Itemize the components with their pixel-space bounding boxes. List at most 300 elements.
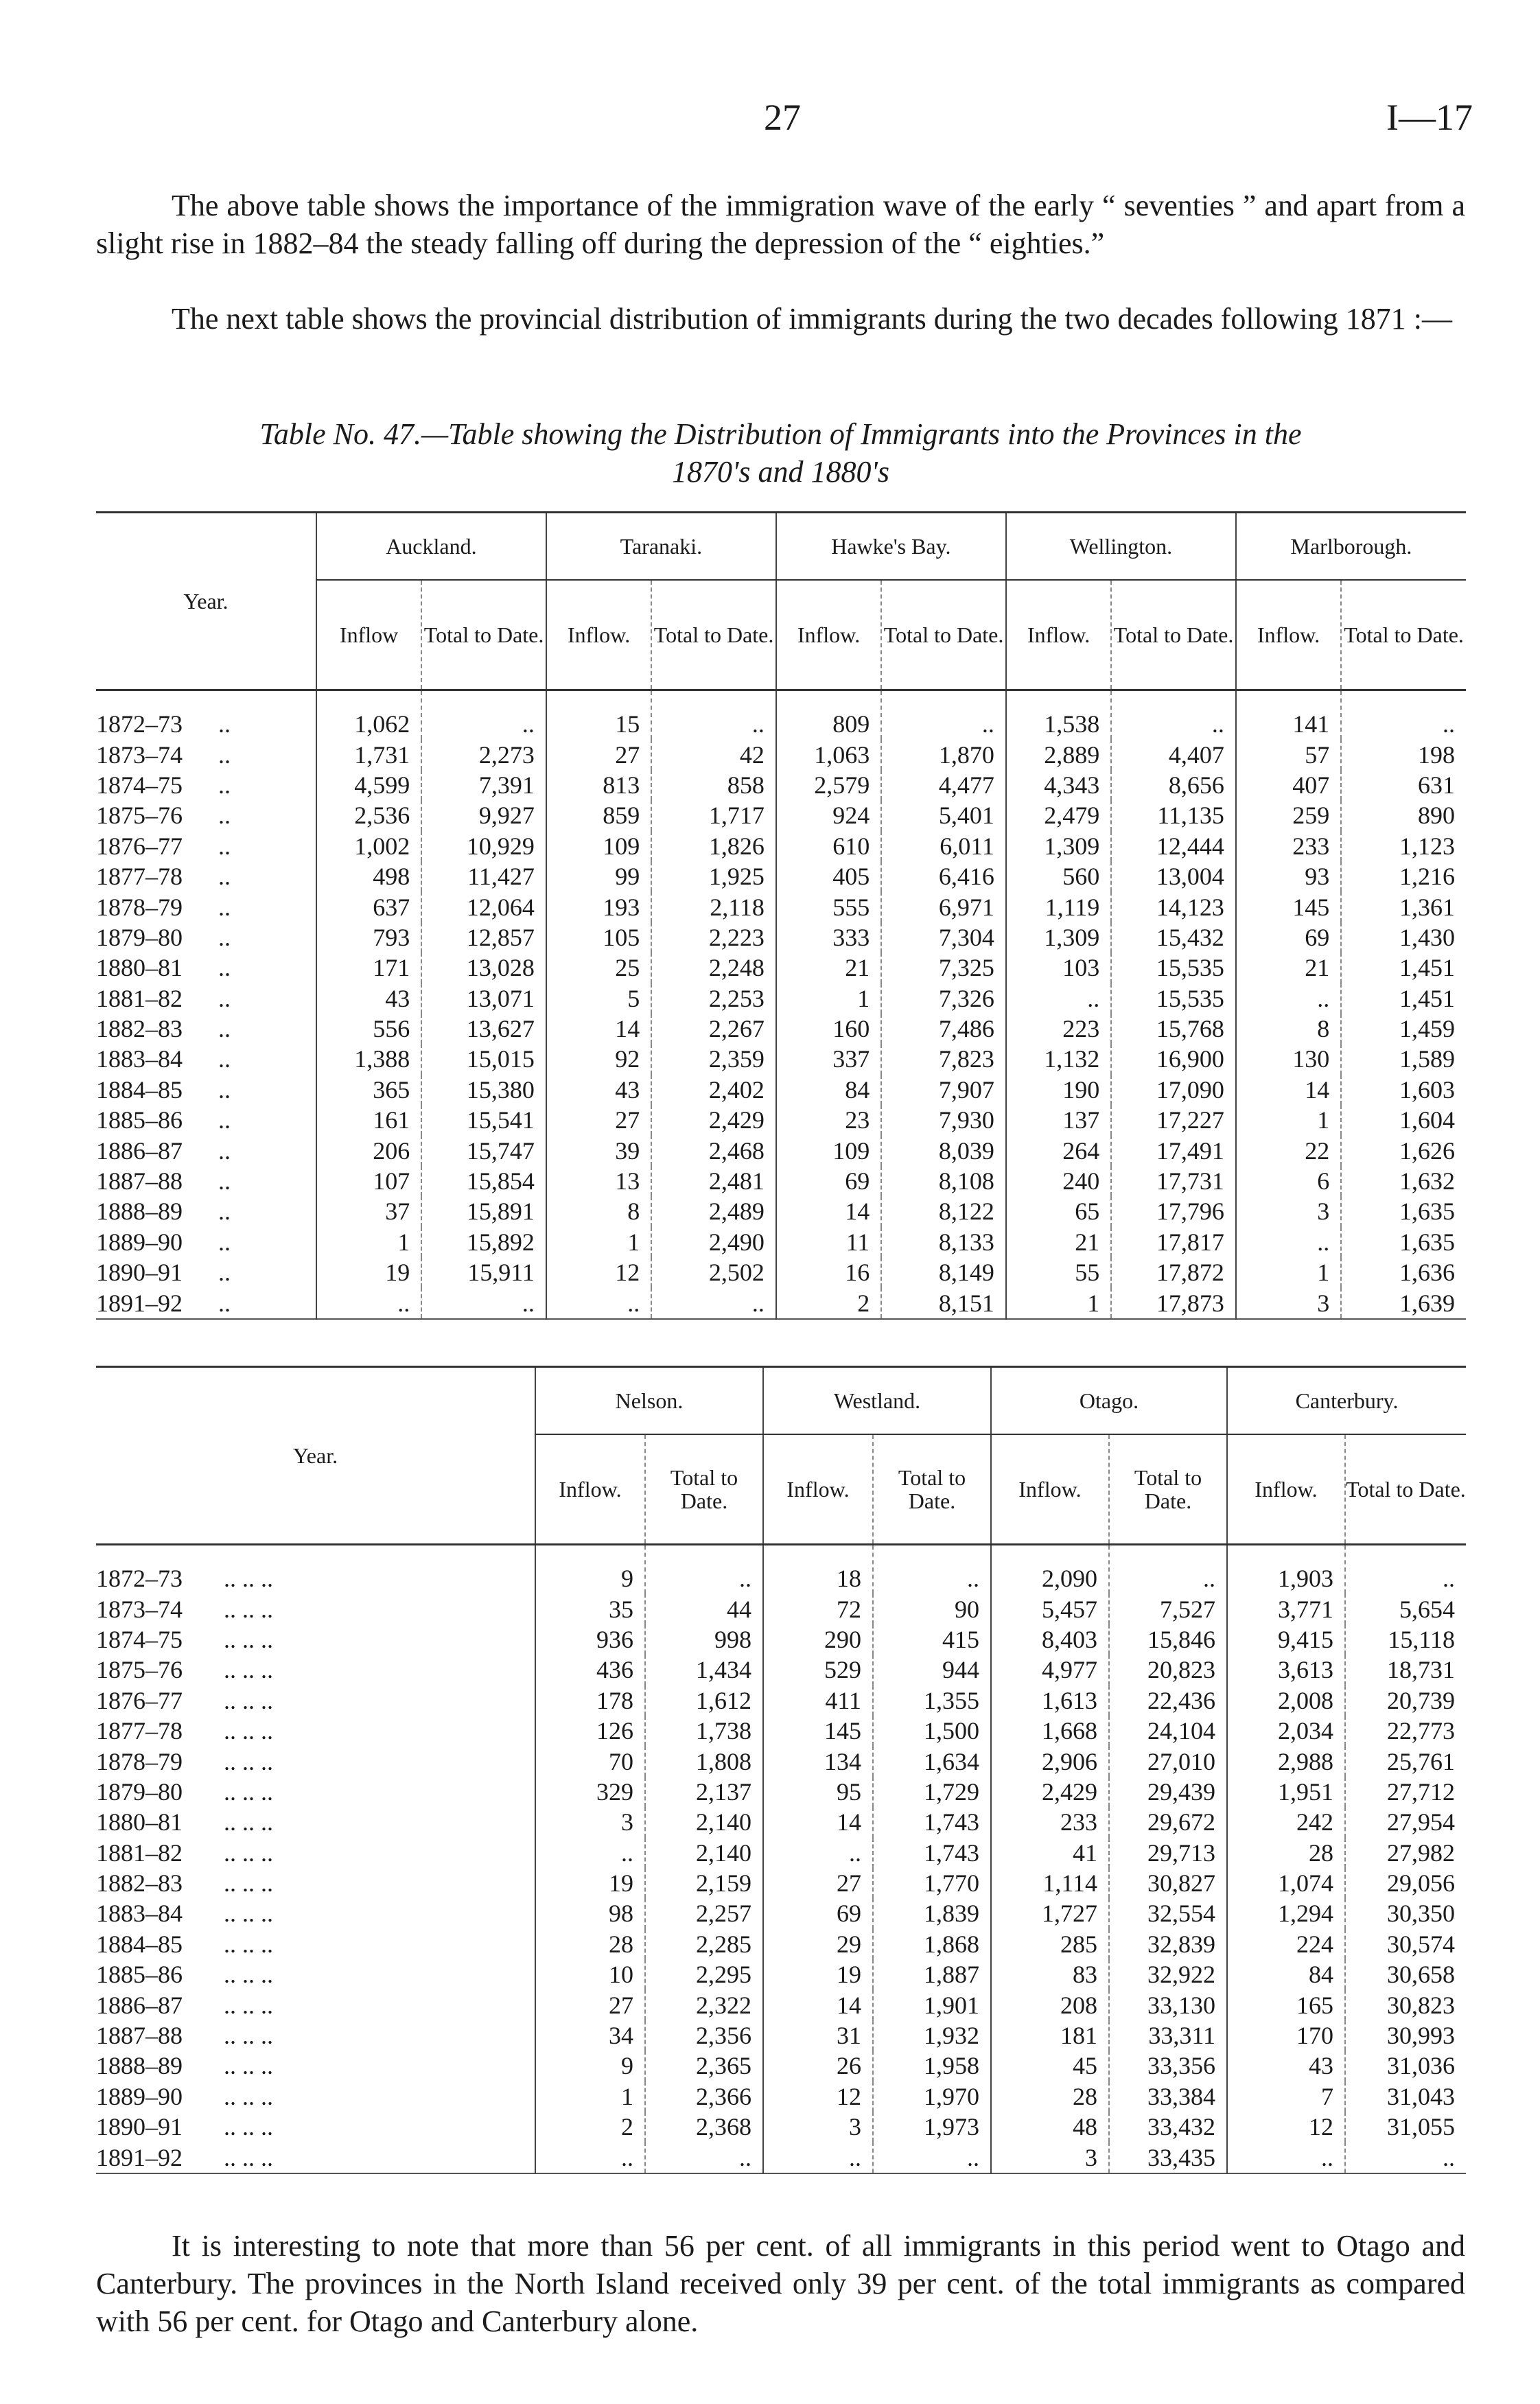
north-island-provinces-table <box>96 511 1466 1320</box>
total-cell: 4,407 <box>1111 739 1236 769</box>
inflow-cell: 242 <box>1227 1807 1345 1837</box>
leader-dots: .. .. .. <box>224 1656 273 1684</box>
inflow-cell: 45 <box>991 2051 1109 2081</box>
total-cell: 30,350 <box>1345 1898 1466 1928</box>
inflow-cell: 1,668 <box>991 1716 1109 1746</box>
leader-dots: .. <box>218 740 231 769</box>
inflow-cell: 27 <box>535 1989 645 2020</box>
total-cell: 1,589 <box>1341 1044 1466 1074</box>
total-cell: 5,654 <box>1345 1594 1466 1624</box>
leader-dots: .. .. .. <box>224 1930 273 1958</box>
total-cell: 1,635 <box>1341 1227 1466 1257</box>
province-header: Canterbury. <box>1227 1367 1466 1435</box>
year-label: 1888–89 <box>96 1198 183 1226</box>
total-cell: 1,868 <box>873 1929 991 1959</box>
total-cell: .. <box>1109 1545 1227 1594</box>
inflow-cell: 224 <box>1227 1929 1345 1959</box>
inflow-cell: .. <box>1236 983 1341 1014</box>
table-row <box>96 770 1466 800</box>
inflow-cell: 208 <box>991 1989 1109 2020</box>
table-row <box>96 1655 1466 1685</box>
inflow-cell: 1,309 <box>1006 831 1111 861</box>
leader-dots: .. .. .. <box>224 2082 273 2110</box>
total-to-date-header: Total to Date. <box>1111 580 1236 690</box>
inflow-cell: 134 <box>763 1746 873 1776</box>
total-cell: 15,747 <box>421 1135 546 1165</box>
total-cell: 2,137 <box>645 1777 763 1807</box>
province-header: Westland. <box>763 1367 991 1435</box>
inflow-cell: 936 <box>535 1624 645 1655</box>
leader-dots: .. .. .. <box>224 1869 273 1898</box>
total-cell: 631 <box>1341 770 1466 800</box>
leader-dots: .. .. .. <box>224 1839 273 1867</box>
total-cell: 20,739 <box>1345 1685 1466 1716</box>
table-row <box>96 1716 1466 1746</box>
leader-dots: .. <box>218 863 231 891</box>
year-cell <box>96 2020 535 2051</box>
year-cell <box>96 1716 535 1746</box>
inflow-cell: .. <box>546 1287 651 1318</box>
total-cell: 7,930 <box>881 1105 1006 1135</box>
total-cell: 17,873 <box>1111 1287 1236 1318</box>
inflow-cell: 181 <box>991 2020 1109 2051</box>
page-number: 27 <box>764 97 801 138</box>
inflow-cell: 43 <box>316 983 421 1014</box>
inflow-cell: 14 <box>763 1989 873 2020</box>
leader-dots: .. <box>218 1106 231 1134</box>
year-cell <box>96 1929 535 1959</box>
total-cell: 12,444 <box>1111 831 1236 861</box>
total-cell: 1,870 <box>881 739 1006 769</box>
inflow-cell: 15 <box>546 690 651 740</box>
total-cell: 22,773 <box>1345 1716 1466 1746</box>
inflow-cell: 2 <box>776 1287 881 1318</box>
total-cell: 15,380 <box>421 1075 546 1105</box>
inflow-header: Inflow <box>316 580 421 690</box>
year-cell <box>96 1624 535 1655</box>
total-to-date-header: Total to Date. <box>881 580 1006 690</box>
total-cell: 8,149 <box>881 1257 1006 1287</box>
total-cell: 1,970 <box>873 2081 991 2112</box>
leader-dots: .. <box>218 832 231 860</box>
inflow-cell: 23 <box>776 1105 881 1135</box>
inflow-cell: 14 <box>763 1807 873 1837</box>
inflow-cell: 2,988 <box>1227 1746 1345 1776</box>
caption-line-2: 1870's and 1880's <box>671 455 890 489</box>
total-cell: 998 <box>645 1624 763 1655</box>
total-cell: 1,973 <box>873 2112 991 2142</box>
leader-dots: .. .. .. <box>224 2052 273 2080</box>
inflow-cell: 170 <box>1227 2020 1345 2051</box>
total-cell: 15,846 <box>1109 1624 1227 1655</box>
table-row <box>96 1545 1466 1594</box>
province-header: Auckland. <box>316 513 546 581</box>
total-cell: 2,257 <box>645 1898 763 1928</box>
year-label: 1881–82 <box>96 984 183 1012</box>
inflow-cell: 8 <box>546 1196 651 1226</box>
inflow-cell: .. <box>763 1838 873 1868</box>
year-cell <box>96 1594 535 1624</box>
leader-dots: .. <box>218 1289 231 1317</box>
total-cell: 8,151 <box>881 1287 1006 1318</box>
inflow-cell: .. <box>1236 1227 1341 1257</box>
leader-dots: .. .. .. <box>224 1991 273 2019</box>
inflow-cell: 27 <box>546 739 651 769</box>
province-header: Marlborough. <box>1236 513 1466 581</box>
total-cell: 1,451 <box>1341 953 1466 983</box>
table-row <box>96 2081 1466 2112</box>
total-cell: 29,439 <box>1109 1777 1227 1807</box>
leader-dots: .. .. .. <box>224 1717 273 1745</box>
inflow-cell: 4,977 <box>991 1655 1109 1685</box>
table-row <box>96 800 1466 830</box>
year-label: 1891–92 <box>96 1289 183 1317</box>
inflow-cell: 259 <box>1236 800 1341 830</box>
total-cell: 1,430 <box>1341 922 1466 953</box>
province-header: Otago. <box>991 1367 1227 1435</box>
total-cell: 1,887 <box>873 1959 991 1989</box>
table-row <box>96 1075 1466 1105</box>
inflow-cell: 57 <box>1236 739 1341 769</box>
total-cell: 10,929 <box>421 831 546 861</box>
inflow-header: Inflow. <box>776 580 881 690</box>
inflow-cell: 8,403 <box>991 1624 1109 1655</box>
total-cell: 27,954 <box>1345 1807 1466 1837</box>
table-row <box>96 1989 1466 2020</box>
total-cell: 7,907 <box>881 1075 1006 1105</box>
inflow-cell: 84 <box>1227 1959 1345 1989</box>
year-cell <box>96 1959 535 1989</box>
inflow-cell: 5 <box>546 983 651 1014</box>
year-label: 1872–73 <box>96 1565 183 1593</box>
year-cell <box>96 831 316 861</box>
table-row <box>96 1135 1466 1165</box>
total-cell: 2,223 <box>651 922 776 953</box>
total-cell: .. <box>873 1545 991 1594</box>
inflow-cell: 329 <box>535 1777 645 1807</box>
leader-dots: .. <box>218 954 231 982</box>
inflow-cell: 39 <box>546 1135 651 1165</box>
total-cell: 13,627 <box>421 1014 546 1044</box>
year-label: 1888–89 <box>96 2052 183 2080</box>
year-cell <box>96 1166 316 1196</box>
inflow-cell: 1,731 <box>316 739 421 769</box>
south-island-provinces-table <box>96 1366 1466 2174</box>
year-label: 1887–88 <box>96 1167 183 1195</box>
inflow-cell: 109 <box>776 1135 881 1165</box>
total-cell: 1,738 <box>645 1716 763 1746</box>
total-cell: 2,285 <box>645 1929 763 1959</box>
total-cell: 2,295 <box>645 1959 763 1989</box>
total-cell: 2,118 <box>651 891 776 922</box>
inflow-cell: 1,062 <box>316 690 421 740</box>
total-cell: 2,273 <box>421 739 546 769</box>
year-cell <box>96 739 316 769</box>
table-row <box>96 831 1466 861</box>
table-row <box>96 1898 1466 1928</box>
total-cell: .. <box>651 690 776 740</box>
year-label: 1884–85 <box>96 1930 183 1958</box>
total-cell: 1,626 <box>1341 1135 1466 1165</box>
inflow-cell: .. <box>1227 2142 1345 2173</box>
total-cell: 2,368 <box>645 2112 763 2142</box>
inflow-cell: 19 <box>535 1868 645 1898</box>
inflow-cell: 1,538 <box>1006 690 1111 740</box>
table-row <box>96 2020 1466 2051</box>
inflow-cell: 27 <box>763 1868 873 1898</box>
total-to-date-header: Total to Date. <box>1341 580 1466 690</box>
inflow-cell: 27 <box>546 1105 651 1135</box>
total-cell: 17,227 <box>1111 1105 1236 1135</box>
table-row <box>96 1594 1466 1624</box>
document-reference: I—17 <box>1386 97 1473 138</box>
table2-body <box>96 1545 1466 2173</box>
total-cell: 2,365 <box>645 2051 763 2081</box>
inflow-cell: 555 <box>776 891 881 922</box>
table-row <box>96 2142 1466 2173</box>
year-label: 1875–76 <box>96 1656 183 1684</box>
year-label: 1885–86 <box>96 1961 183 1989</box>
inflow-cell: 233 <box>1236 831 1341 861</box>
year-cell <box>96 690 316 740</box>
total-cell: 27,712 <box>1345 1777 1466 1807</box>
total-cell: 9,927 <box>421 800 546 830</box>
year-label: 1890–91 <box>96 1259 183 1287</box>
table-row <box>96 1929 1466 1959</box>
year-cell <box>96 1545 535 1594</box>
inflow-cell: 3 <box>763 2112 873 2142</box>
inflow-cell: 529 <box>763 1655 873 1685</box>
year-label: 1872–73 <box>96 710 183 738</box>
leader-dots: .. <box>218 1228 231 1256</box>
year-cell <box>96 770 316 800</box>
table-row <box>96 953 1466 983</box>
total-cell: 1,901 <box>873 1989 991 2020</box>
year-label: 1883–84 <box>96 1045 183 1073</box>
inflow-cell: 285 <box>991 1929 1109 1959</box>
inflow-cell: 190 <box>1006 1075 1111 1105</box>
inflow-header: Inflow. <box>546 580 651 690</box>
inflow-cell: 560 <box>1006 861 1111 891</box>
total-cell: 2,402 <box>651 1075 776 1105</box>
total-cell: 24,104 <box>1109 1716 1227 1746</box>
year-column-header: Year. <box>96 513 316 690</box>
inflow-cell: .. <box>535 2142 645 2173</box>
inflow-cell: 1 <box>776 983 881 1014</box>
inflow-cell: 1 <box>1236 1105 1341 1135</box>
inflow-cell: 28 <box>991 2081 1109 2112</box>
total-cell: 2,468 <box>651 1135 776 1165</box>
inflow-cell: 436 <box>535 1655 645 1685</box>
year-cell <box>96 1838 535 1868</box>
table-row <box>96 1044 1466 1074</box>
year-label: 1874–75 <box>96 1625 183 1653</box>
inflow-cell: 141 <box>1236 690 1341 740</box>
inflow-cell: 43 <box>546 1075 651 1105</box>
inflow-cell: 411 <box>763 1685 873 1716</box>
inflow-cell: 1 <box>316 1227 421 1257</box>
total-cell: 13,004 <box>1111 861 1236 891</box>
total-cell: 15,768 <box>1111 1014 1236 1044</box>
leader-dots: .. .. .. <box>224 1565 273 1593</box>
leader-dots: .. <box>218 1167 231 1195</box>
total-cell: 1,632 <box>1341 1166 1466 1196</box>
inflow-cell: 2,479 <box>1006 800 1111 830</box>
year-cell <box>96 1044 316 1074</box>
total-cell: 1,451 <box>1341 983 1466 1014</box>
year-cell <box>96 891 316 922</box>
inflow-cell: 13 <box>546 1166 651 1196</box>
intro-paragraph-2: The next table shows the provincial distribution of immigrants during the two decades following 1871 :— <box>172 302 1453 336</box>
inflow-cell: 290 <box>763 1624 873 1655</box>
table-row <box>96 1868 1466 1898</box>
inflow-cell: 405 <box>776 861 881 891</box>
table-row <box>96 1746 1466 1776</box>
inflow-cell: 1,063 <box>776 739 881 769</box>
total-cell: 15,854 <box>421 1166 546 1196</box>
year-cell <box>96 2081 535 2112</box>
year-cell <box>96 1868 535 1898</box>
inflow-cell: 83 <box>991 1959 1109 1989</box>
total-cell: 1,636 <box>1341 1257 1466 1287</box>
inflow-cell: 130 <box>1236 1044 1341 1074</box>
inflow-cell: 43 <box>1227 2051 1345 2081</box>
total-cell: 1,826 <box>651 831 776 861</box>
year-label: 1877–78 <box>96 863 183 891</box>
inflow-cell: 1,309 <box>1006 922 1111 953</box>
inflow-cell: 65 <box>1006 1196 1111 1226</box>
total-cell: 17,872 <box>1111 1257 1236 1287</box>
total-cell: 12,064 <box>421 891 546 922</box>
total-cell: 15,535 <box>1111 983 1236 1014</box>
province-header: Nelson. <box>535 1367 763 1435</box>
inflow-cell: 48 <box>991 2112 1109 2142</box>
inflow-cell: 72 <box>763 1594 873 1624</box>
inflow-cell: 813 <box>546 770 651 800</box>
year-label: 1884–85 <box>96 1075 183 1104</box>
inflow-cell: 14 <box>1236 1075 1341 1105</box>
inflow-cell: 3 <box>991 2142 1109 2173</box>
inflow-cell: 145 <box>763 1716 873 1746</box>
total-cell: .. <box>645 1545 763 1594</box>
inflow-cell: 105 <box>546 922 651 953</box>
total-to-date-header: Total to Date. <box>645 1434 763 1545</box>
leader-dots: .. .. .. <box>224 1686 273 1714</box>
inflow-cell: 18 <box>763 1545 873 1594</box>
leader-dots: .. <box>218 710 231 738</box>
inflow-cell: 2 <box>535 2112 645 2142</box>
table-row <box>96 739 1466 769</box>
table-row <box>96 1807 1466 1837</box>
total-cell: 44 <box>645 1594 763 1624</box>
total-cell: 1,639 <box>1341 1287 1466 1318</box>
year-label: 1879–80 <box>96 923 183 951</box>
inflow-cell: 25 <box>546 953 651 983</box>
inflow-cell: 69 <box>776 1166 881 1196</box>
leader-dots: .. .. .. <box>224 1777 273 1806</box>
total-cell: 2,502 <box>651 1257 776 1287</box>
year-label: 1876–77 <box>96 832 183 860</box>
total-cell: 30,658 <box>1345 1959 1466 1989</box>
year-cell <box>96 1685 535 1716</box>
total-cell: 1,434 <box>645 1655 763 1685</box>
year-label: 1876–77 <box>96 1686 183 1714</box>
total-cell: 2,322 <box>645 1989 763 2020</box>
total-cell: 2,481 <box>651 1166 776 1196</box>
total-cell: 1,743 <box>873 1807 991 1837</box>
total-cell: 2,356 <box>645 2020 763 2051</box>
table-row <box>96 2112 1466 2142</box>
total-cell: 1,123 <box>1341 831 1466 861</box>
closing-paragraph: It is interesting to note that more than 56 per cent. of all immigrants in this period went to Otago and Canterbury. The provinces in the North Island received only 39 per cent. of the total immigrants as compared with 56 per cent. for Otago and Canterbury alone. <box>96 2229 1465 2338</box>
table-row <box>96 1166 1466 1196</box>
total-cell: 31,043 <box>1345 2081 1466 2112</box>
total-cell: .. <box>1341 690 1466 740</box>
table-row <box>96 690 1466 740</box>
table-row <box>96 1777 1466 1807</box>
inflow-cell: 34 <box>535 2020 645 2051</box>
province-header: Hawke's Bay. <box>776 513 1006 581</box>
year-cell <box>96 2112 535 2142</box>
inflow-cell: 29 <box>763 1929 873 1959</box>
inflow-cell: 161 <box>316 1105 421 1135</box>
inflow-header: Inflow. <box>1236 580 1341 690</box>
total-cell: 5,401 <box>881 800 1006 830</box>
inflow-header: Inflow. <box>763 1434 873 1545</box>
inflow-cell: 55 <box>1006 1257 1111 1287</box>
inflow-cell: 556 <box>316 1014 421 1044</box>
total-cell: 1,729 <box>873 1777 991 1807</box>
total-cell: 33,356 <box>1109 2051 1227 2081</box>
year-label: 1874–75 <box>96 771 183 799</box>
inflow-cell: 1,903 <box>1227 1545 1345 1594</box>
province-header: Wellington. <box>1006 513 1236 581</box>
inflow-cell: 11 <box>776 1227 881 1257</box>
inflow-cell: 809 <box>776 690 881 740</box>
inflow-cell: 99 <box>546 861 651 891</box>
year-label: 1877–78 <box>96 1717 183 1745</box>
inflow-cell: 103 <box>1006 953 1111 983</box>
total-cell: 890 <box>1341 800 1466 830</box>
inflow-cell: 84 <box>776 1075 881 1105</box>
year-label: 1882–83 <box>96 1869 183 1898</box>
year-cell <box>96 922 316 953</box>
total-cell: 8,122 <box>881 1196 1006 1226</box>
total-cell: 32,922 <box>1109 1959 1227 1989</box>
inflow-cell: 95 <box>763 1777 873 1807</box>
total-cell: 6,971 <box>881 891 1006 922</box>
inflow-cell: 793 <box>316 922 421 953</box>
total-cell: 415 <box>873 1624 991 1655</box>
leader-dots: .. <box>218 1015 231 1043</box>
leader-dots: .. <box>218 984 231 1012</box>
inflow-cell: 28 <box>1227 1838 1345 1868</box>
total-cell: 7,486 <box>881 1014 1006 1044</box>
table-row <box>96 1257 1466 1287</box>
year-label: 1873–74 <box>96 740 183 769</box>
inflow-cell: 171 <box>316 953 421 983</box>
inflow-cell: 145 <box>1236 891 1341 922</box>
table-row <box>96 1685 1466 1716</box>
total-cell: 2,140 <box>645 1807 763 1837</box>
total-to-date-header: Total to Date. <box>651 580 776 690</box>
inflow-cell: 107 <box>316 1166 421 1196</box>
inflow-cell: 610 <box>776 831 881 861</box>
total-cell: 11,135 <box>1111 800 1236 830</box>
total-cell: 13,028 <box>421 953 546 983</box>
total-cell: 2,267 <box>651 1014 776 1044</box>
total-cell: 1,925 <box>651 861 776 891</box>
